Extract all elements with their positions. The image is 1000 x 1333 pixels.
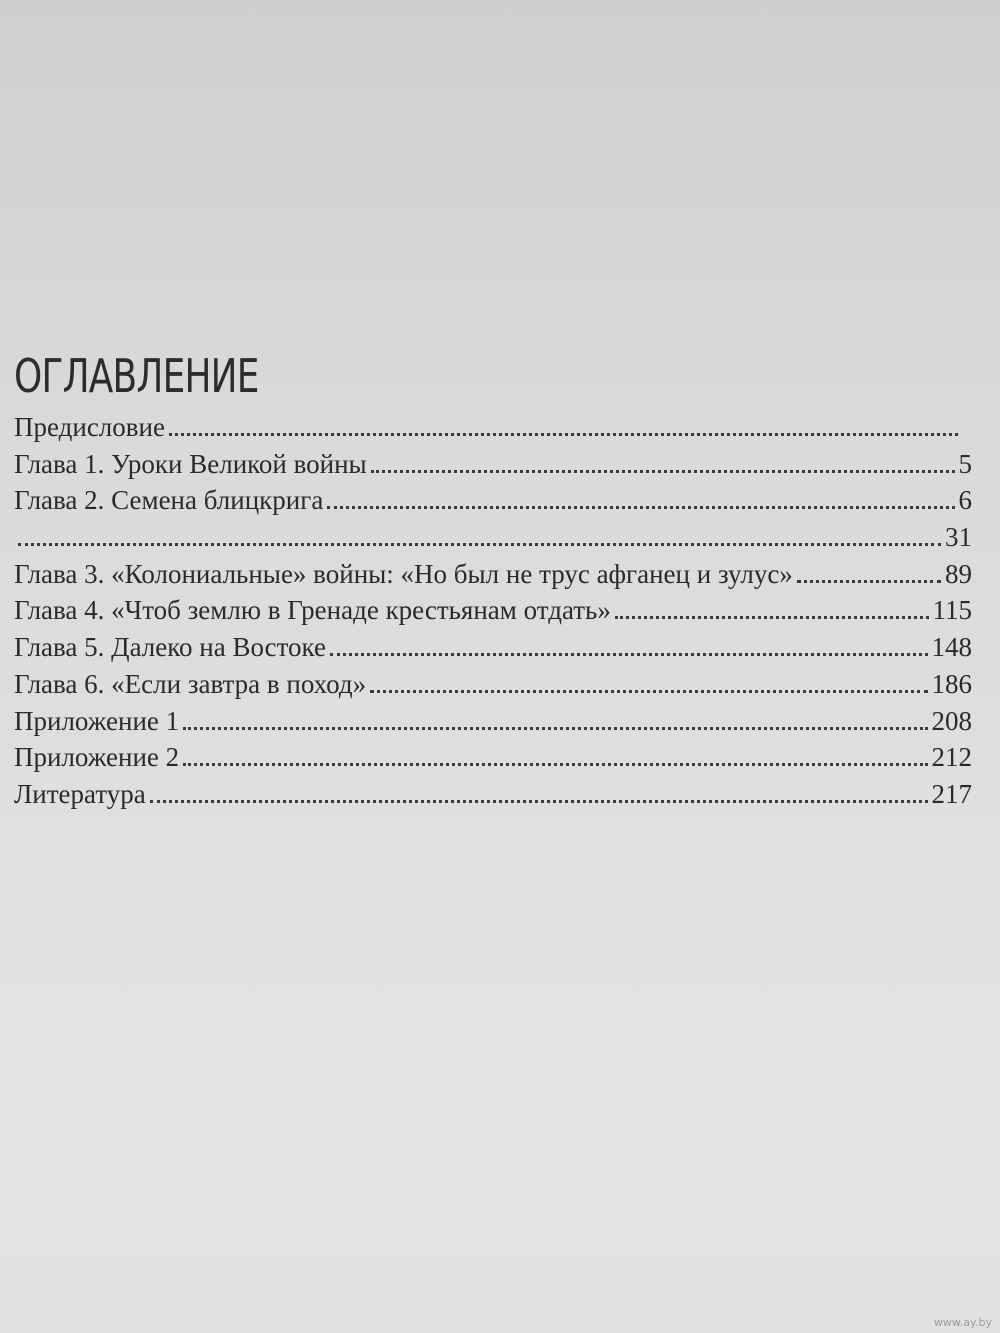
toc-entry	[14, 485, 972, 522]
toc-label: Глава 2. Семена блицкрига	[14, 485, 324, 516]
toc-entry	[14, 669, 972, 706]
toc-page-number: 148	[931, 632, 972, 663]
dot-leader	[327, 506, 954, 509]
toc-entry	[14, 595, 972, 632]
page-title: ОГЛАВЛЕНИЕ	[14, 348, 259, 403]
watermark: www.ay.by	[933, 1316, 992, 1329]
toc-label: Глава 4. «Чтоб землю в Гренаде крестьянам отдать»	[14, 595, 611, 626]
dot-leader	[615, 616, 929, 619]
toc-label: Литература	[14, 778, 146, 809]
dot-leader	[18, 543, 941, 546]
toc-label: Глава 1. Уроки Великой войны	[14, 448, 367, 479]
dot-leader	[370, 690, 927, 693]
toc-page-number: 89	[945, 558, 972, 589]
toc-label: Приложение 1	[14, 705, 180, 736]
toc-page-number: 217	[931, 778, 972, 809]
toc-entry	[14, 559, 972, 596]
toc-label: Глава 5. Далеко на Востоке	[14, 632, 326, 663]
toc-label: Приложение 2	[14, 742, 180, 773]
toc-label: Предисловие	[14, 412, 165, 442]
table-of-contents	[14, 412, 972, 816]
toc-page-number: 6	[958, 485, 972, 516]
dot-leader	[371, 470, 955, 473]
toc-entry	[14, 632, 972, 669]
toc-label: Глава 3. «Колониальные» войны: «Но был не трус афганец и зулус»	[14, 558, 793, 589]
dot-leader	[797, 580, 941, 583]
toc-entry	[14, 706, 972, 743]
toc-entry	[14, 449, 972, 486]
toc-entry	[14, 779, 972, 816]
toc-entry	[14, 412, 972, 449]
toc-page-number: 115	[932, 595, 972, 626]
toc-page-number: 186	[931, 668, 972, 699]
toc-page-number: 208	[931, 705, 972, 736]
toc-entry	[14, 742, 972, 779]
toc-page-number: 212	[931, 742, 972, 773]
dot-leader	[183, 763, 927, 766]
dot-leader	[330, 653, 928, 656]
toc-entry-stray	[14, 522, 972, 559]
toc-page-number: 31	[945, 522, 972, 553]
dot-leader	[150, 800, 928, 803]
toc-page-number: 5	[958, 448, 972, 479]
toc-label: Глава 6. «Если завтра в поход»	[14, 668, 367, 699]
dot-leader	[183, 727, 927, 730]
dot-leader	[169, 433, 958, 436]
